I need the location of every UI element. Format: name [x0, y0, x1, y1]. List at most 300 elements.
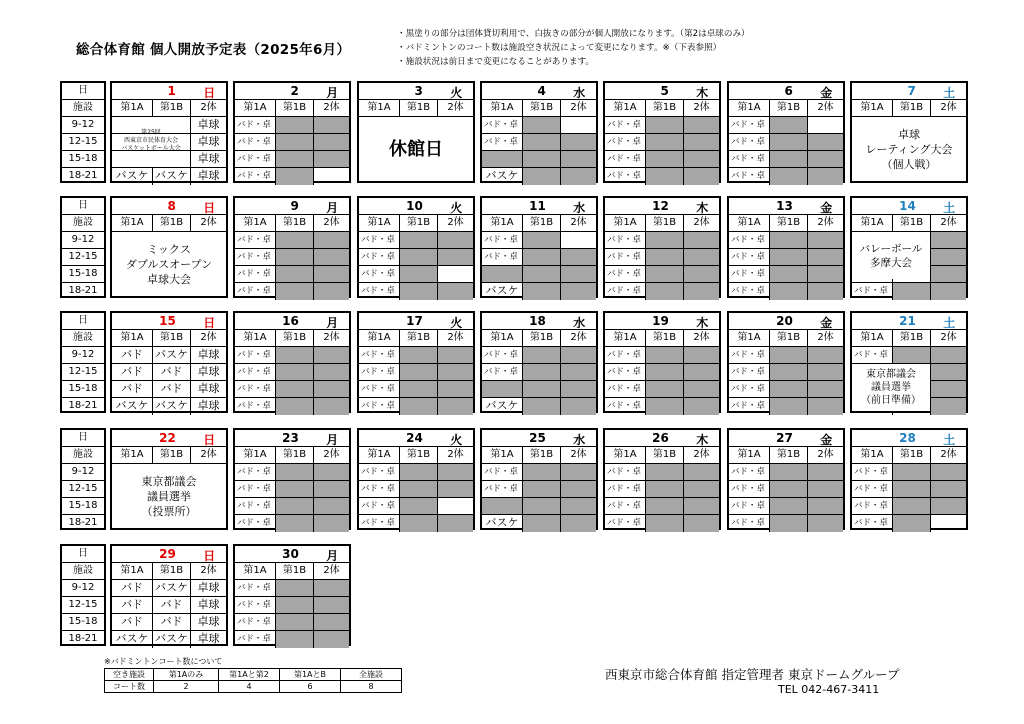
- slot-cell: バド・卓: [359, 347, 399, 364]
- day-number: 16: [282, 314, 299, 328]
- page-title: 総合体育館 個人開放予定表（2025年6月）: [76, 42, 351, 58]
- slot-cell: バド・卓: [731, 518, 765, 528]
- slot-cell: [807, 481, 843, 498]
- facility-header: [112, 330, 226, 347]
- facility-name: 第1A: [490, 217, 514, 228]
- slot-cell: [560, 232, 596, 249]
- weekday: 金: [820, 86, 833, 100]
- weekday: 水: [573, 316, 586, 330]
- facility-name: 第1A: [613, 102, 637, 113]
- facility-header: [235, 563, 349, 580]
- slot-cell: [313, 580, 349, 597]
- row-labels: [60, 544, 106, 646]
- slot-cell: [645, 117, 683, 134]
- day-cell: [110, 311, 228, 413]
- day-header: [852, 430, 966, 447]
- slot-cell: [807, 168, 843, 185]
- slot-cell: [769, 266, 807, 283]
- slot-cell: [522, 498, 560, 515]
- weekday: 水: [573, 86, 586, 100]
- slot-cell: [892, 515, 930, 532]
- label-day: 日: [62, 198, 104, 215]
- day-cell: [603, 311, 721, 413]
- slot-cell: [769, 381, 807, 398]
- slot-cell: [437, 381, 473, 398]
- day-cell: [233, 196, 351, 298]
- facility-name: 2体: [683, 100, 719, 116]
- slot-cell: [683, 515, 719, 532]
- slot-cell: [482, 498, 522, 515]
- facility-name: 第1B: [892, 330, 930, 346]
- slot-cell: 卓球: [190, 631, 226, 648]
- facility-header: [235, 447, 349, 464]
- slot-cell: バド・卓: [235, 249, 275, 266]
- label-day: 日: [62, 546, 104, 563]
- weekday: 金: [820, 433, 833, 447]
- slot-cell: [560, 117, 596, 134]
- footer-org: 西東京市総合体育館 指定管理者 東京ドームグループ: [605, 667, 900, 682]
- slot-cell: バド: [112, 580, 152, 597]
- label-facility: 施設: [62, 563, 104, 580]
- day-header: [359, 313, 473, 330]
- facility-header: [605, 215, 719, 232]
- slot-cell: 卓球: [190, 398, 226, 415]
- label-facility: 施設: [62, 100, 104, 117]
- facility-name: 2体: [437, 447, 473, 463]
- facility-name: 2体: [190, 563, 226, 579]
- slot-cell: バド・卓: [235, 381, 275, 398]
- slot-cell: バド・卓: [729, 381, 769, 398]
- slot-cell: [275, 580, 313, 597]
- slot-cell: バド・卓: [482, 481, 522, 498]
- day-header: [482, 83, 596, 100]
- facility-name: 2体: [560, 330, 596, 346]
- day-cell: [233, 428, 351, 530]
- facility-name: 第1B: [275, 563, 313, 579]
- slot-cell: [522, 117, 560, 134]
- day-number: 18: [529, 314, 546, 328]
- slot-cell: [399, 381, 437, 398]
- slot-cell: バド・卓: [237, 286, 271, 296]
- slot-cell: バド・卓: [607, 286, 641, 296]
- slot-cell: [275, 481, 313, 498]
- facility-name: 第1A: [490, 332, 514, 343]
- time-label: 15-18: [62, 151, 104, 168]
- slot-cell: バド・卓: [361, 401, 395, 411]
- facility-name: 第1B: [645, 215, 683, 231]
- slot-cell: バド・卓: [729, 464, 769, 481]
- facility-name: 第1A: [367, 102, 391, 113]
- slot-cell: [769, 364, 807, 381]
- slot-cell: バド・卓: [482, 364, 522, 381]
- slot-cell: [522, 398, 560, 415]
- facility-header: [852, 215, 966, 232]
- slot-cell: [560, 481, 596, 498]
- day-header: [729, 83, 843, 100]
- slot-cell: [930, 249, 966, 266]
- weekday: 火: [450, 86, 463, 100]
- slot-cell: バド: [112, 597, 152, 614]
- slot-cell: 卓球: [190, 614, 226, 631]
- slot-cell: [275, 515, 313, 532]
- day-header: [729, 430, 843, 447]
- day-header: [852, 83, 966, 100]
- slot-cell: バド・卓: [235, 580, 275, 597]
- day-cell: [110, 81, 228, 183]
- facility-header: [359, 330, 473, 347]
- day-number: 10: [406, 199, 423, 213]
- day-cell: [357, 428, 475, 530]
- slot-cell: [482, 151, 522, 168]
- slot-cell: [560, 168, 596, 185]
- slot-cell: [645, 498, 683, 515]
- facility-name: 第1B: [275, 215, 313, 231]
- slot-cell: [275, 381, 313, 398]
- facility-name: 第1A: [243, 332, 267, 343]
- facility-name: 2体: [930, 100, 966, 116]
- slot-cell: バド・卓: [361, 286, 395, 296]
- day-cell: [233, 311, 351, 413]
- slot-cell: バド・卓: [605, 117, 645, 134]
- slot-cell: バド・卓: [729, 498, 769, 515]
- legend-row-label: コート数: [105, 681, 154, 693]
- day-cell: [603, 428, 721, 530]
- label-facility: 施設: [62, 330, 104, 347]
- slot-cell: [683, 398, 719, 415]
- day-cell: [850, 311, 968, 413]
- slot-cell: [560, 364, 596, 381]
- slot-cell: [807, 266, 843, 283]
- slot-cell: バド・卓: [605, 381, 645, 398]
- slot-cell: バスケ: [115, 169, 149, 182]
- slot-cell: [313, 249, 349, 266]
- slot-cell: [560, 347, 596, 364]
- slot-cell: [522, 283, 560, 300]
- slot-cell: [437, 464, 473, 481]
- slot-cell: バド・卓: [731, 171, 765, 181]
- slot-cell: [399, 498, 437, 515]
- facility-name: 第1B: [522, 447, 560, 463]
- slot-cell: [522, 151, 560, 168]
- day-number: 7: [907, 84, 916, 98]
- day-header: [482, 198, 596, 215]
- facility-name: 第1B: [645, 330, 683, 346]
- row-labels: [60, 81, 106, 183]
- slot-cell: [399, 464, 437, 481]
- day-header: [605, 83, 719, 100]
- facility-name: 2体: [313, 330, 349, 346]
- slot-cell: バド・卓: [237, 401, 271, 411]
- slot-cell: バド・卓: [235, 232, 275, 249]
- slot-cell: バド: [152, 364, 190, 381]
- slot-cell: [769, 151, 807, 168]
- slot-cell: 卓球: [190, 580, 226, 597]
- weekday: 月: [326, 433, 339, 447]
- day-number: 24: [406, 431, 423, 445]
- facility-name: 第1A: [490, 449, 514, 460]
- time-label: 15-18: [62, 614, 104, 631]
- facility-header: [729, 330, 843, 347]
- slot-cell: [560, 498, 596, 515]
- slot-cell: [769, 347, 807, 364]
- weekday: 日: [203, 201, 216, 215]
- facility-name: 第1B: [275, 330, 313, 346]
- facility-name: 第1A: [613, 332, 637, 343]
- slot-cell: [769, 232, 807, 249]
- slot-cell: バド・卓: [729, 151, 769, 168]
- row-labels: [60, 428, 106, 530]
- weekday: 木: [696, 433, 709, 447]
- slot-cell: バド・卓: [235, 481, 275, 498]
- slot-cell: バド・卓: [607, 171, 641, 181]
- facility-name: 2体: [930, 215, 966, 231]
- slot-cell: [522, 168, 560, 185]
- slot-cell: [930, 283, 966, 300]
- weekday: 水: [573, 201, 586, 215]
- slot-cell: [275, 232, 313, 249]
- slot-cell: [437, 347, 473, 364]
- slot-cell: [522, 481, 560, 498]
- slot-cell: バド・卓: [729, 117, 769, 134]
- slot-cell: [930, 232, 966, 249]
- slot-cell: [482, 381, 522, 398]
- facility-name: 第1B: [645, 100, 683, 116]
- slot-cell: [560, 398, 596, 415]
- facility-name: 第1A: [367, 217, 391, 228]
- day-number: 20: [776, 314, 793, 328]
- facility-name: 第1B: [522, 100, 560, 116]
- facility-name: 第1A: [613, 449, 637, 460]
- slot-cell: バド: [112, 364, 152, 381]
- slot-cell: バド・卓: [852, 498, 892, 515]
- slot-cell: [437, 364, 473, 381]
- event-label: 東京都議会 議員選挙 （前日準備）: [852, 364, 930, 411]
- day-header: [112, 546, 226, 563]
- slot-cell: [313, 515, 349, 532]
- slot-cell: [560, 464, 596, 481]
- slot-cell: [399, 249, 437, 266]
- label-facility: 施設: [62, 215, 104, 232]
- slot-cell: [437, 498, 473, 515]
- day-cell: [727, 196, 845, 298]
- slot-cell: バド・卓: [605, 498, 645, 515]
- facility-name: 第1B: [399, 215, 437, 231]
- weekday: 水: [573, 433, 586, 447]
- facility-name: 第1A: [490, 102, 514, 113]
- day-number: 5: [660, 84, 669, 98]
- facility-name: 第1A: [120, 332, 144, 343]
- facility-name: 2体: [313, 215, 349, 231]
- slot-cell: バド・卓: [482, 249, 522, 266]
- day-cell: [480, 81, 598, 183]
- slot-cell: 卓球: [190, 347, 226, 364]
- slot-cell: 卓球: [190, 597, 226, 614]
- legend-value: 8: [341, 681, 402, 693]
- slot-cell: バド・卓: [729, 266, 769, 283]
- facility-header: [729, 100, 843, 117]
- day-cell: [850, 428, 968, 530]
- slot-cell: バド・卓: [605, 266, 645, 283]
- slot-cell: [522, 364, 560, 381]
- slot-cell: バド: [112, 347, 152, 364]
- slot-cell: バド・卓: [235, 464, 275, 481]
- facility-name: 2体: [190, 330, 226, 346]
- day-number: 25: [529, 431, 546, 445]
- facility-name: 第1B: [769, 330, 807, 346]
- facility-name: 2体: [437, 100, 473, 116]
- slot-cell: [437, 249, 473, 266]
- slot-cell: [930, 266, 966, 283]
- slot-cell: バド・卓: [605, 481, 645, 498]
- slot-cell: [645, 481, 683, 498]
- day-header: [359, 83, 473, 100]
- slot-cell: [683, 134, 719, 151]
- legend-note: ※バドミントンコート数について: [104, 657, 223, 666]
- slot-cell: バド・卓: [482, 347, 522, 364]
- time-label: 9-12: [62, 117, 104, 134]
- slot-cell: 卓球: [190, 134, 226, 151]
- facility-name: 第1B: [399, 100, 437, 116]
- slot-cell: [313, 597, 349, 614]
- facility-name: 第1A: [120, 217, 144, 228]
- day-header: [235, 198, 349, 215]
- slot-cell: [313, 364, 349, 381]
- slot-cell: バスケ: [152, 347, 190, 364]
- slot-cell: [313, 381, 349, 398]
- slot-cell: [892, 347, 930, 364]
- weekday: 火: [450, 316, 463, 330]
- facility-name: 第1B: [892, 215, 930, 231]
- weekday: 日: [203, 433, 216, 447]
- slot-cell: [683, 117, 719, 134]
- day-header: [605, 198, 719, 215]
- day-cell: [233, 544, 351, 646]
- day-header: [482, 430, 596, 447]
- facility-name: 2体: [190, 447, 226, 463]
- weekday: 木: [696, 201, 709, 215]
- time-label: 9-12: [62, 464, 104, 481]
- slot-cell: [807, 117, 843, 134]
- weekday: 日: [203, 549, 216, 563]
- day-cell: [110, 544, 228, 646]
- day-cell: [480, 311, 598, 413]
- slot-cell: [560, 249, 596, 266]
- facility-name: 第1B: [275, 100, 313, 116]
- slot-cell: [807, 134, 843, 151]
- slot-cell: 卓球: [190, 168, 226, 185]
- day-number: 29: [159, 547, 176, 561]
- slot-cell: バド・卓: [482, 117, 522, 134]
- slot-cell: バド・卓: [235, 364, 275, 381]
- facility-name: 第1A: [120, 449, 144, 460]
- facility-name: 2体: [190, 215, 226, 231]
- legend-value: 2: [154, 681, 219, 693]
- slot-cell: [313, 134, 349, 151]
- slot-cell: [482, 266, 522, 283]
- slot-cell: バド・卓: [605, 232, 645, 249]
- row-labels: [60, 196, 106, 298]
- slot-cell: [437, 232, 473, 249]
- time-label: 15-18: [62, 498, 104, 515]
- day-number: 2: [290, 84, 299, 98]
- facility-name: 第1B: [152, 330, 190, 346]
- facility-name: 第1B: [152, 100, 190, 116]
- day-number: 21: [899, 314, 916, 328]
- day-header: [235, 546, 349, 563]
- day-header: [359, 430, 473, 447]
- slot-cell: バド・卓: [235, 151, 275, 168]
- slot-cell: [399, 347, 437, 364]
- label-facility: 施設: [62, 447, 104, 464]
- slot-cell: [807, 464, 843, 481]
- facility-name: 2体: [313, 447, 349, 463]
- label-day: 日: [62, 313, 104, 330]
- slot-cell: [275, 266, 313, 283]
- slot-cell: [313, 232, 349, 249]
- slot-cell: バスケ: [115, 399, 149, 412]
- time-label: 9-12: [62, 580, 104, 597]
- slot-cell: バド・卓: [359, 464, 399, 481]
- slot-cell: [645, 249, 683, 266]
- facility-name: 2体: [807, 215, 843, 231]
- facility-name: 第1A: [737, 449, 761, 460]
- weekday: 土: [943, 433, 956, 447]
- slot-cell: バスケ: [152, 398, 190, 415]
- slot-cell: [892, 283, 930, 300]
- legend-header: 第1Aと第2: [219, 669, 280, 681]
- slot-cell: バド: [152, 597, 190, 614]
- slot-cell: バド・卓: [235, 266, 275, 283]
- facility-name: 第1B: [769, 100, 807, 116]
- slot-cell: バド・卓: [731, 286, 765, 296]
- facility-name: 第1A: [737, 102, 761, 113]
- weekday: 木: [696, 316, 709, 330]
- facility-header: [359, 100, 473, 117]
- slot-cell: バスケ: [485, 284, 519, 297]
- slot-cell: バド・卓: [361, 518, 395, 528]
- weekday: 月: [326, 201, 339, 215]
- slot-cell: [313, 117, 349, 134]
- slot-cell: バド: [112, 614, 152, 631]
- slot-cell: バド・卓: [359, 381, 399, 398]
- slot-cell: [930, 498, 966, 515]
- day-number: 1: [167, 84, 176, 98]
- slot-cell: 卓球: [190, 364, 226, 381]
- slot-cell: [399, 232, 437, 249]
- legend-header: 全施設: [341, 669, 402, 681]
- facility-name: 第1B: [399, 447, 437, 463]
- slot-cell: [522, 347, 560, 364]
- facility-name: 第1A: [120, 102, 144, 113]
- legend-value: 6: [280, 681, 341, 693]
- day-header: [729, 313, 843, 330]
- note-line: ・黒塗りの部分は団体貸切利用で、白抜きの部分が個人開放になります。（第2は卓球のみ）: [397, 29, 750, 39]
- slot-cell: [930, 347, 966, 364]
- day-header: [852, 198, 966, 215]
- day-number: 30: [282, 547, 299, 561]
- facility-name: 2体: [560, 447, 596, 463]
- note-line: ・施設状況は前日まで変更になることがあります。: [397, 57, 594, 67]
- slot-cell: [645, 283, 683, 300]
- facility-name: 2体: [683, 330, 719, 346]
- slot-cell: バド・卓: [729, 481, 769, 498]
- day-header: [359, 198, 473, 215]
- slot-cell: [645, 364, 683, 381]
- day-cell: [603, 81, 721, 183]
- slot-cell: [769, 464, 807, 481]
- weekday: 日: [203, 316, 216, 330]
- slot-cell: [892, 481, 930, 498]
